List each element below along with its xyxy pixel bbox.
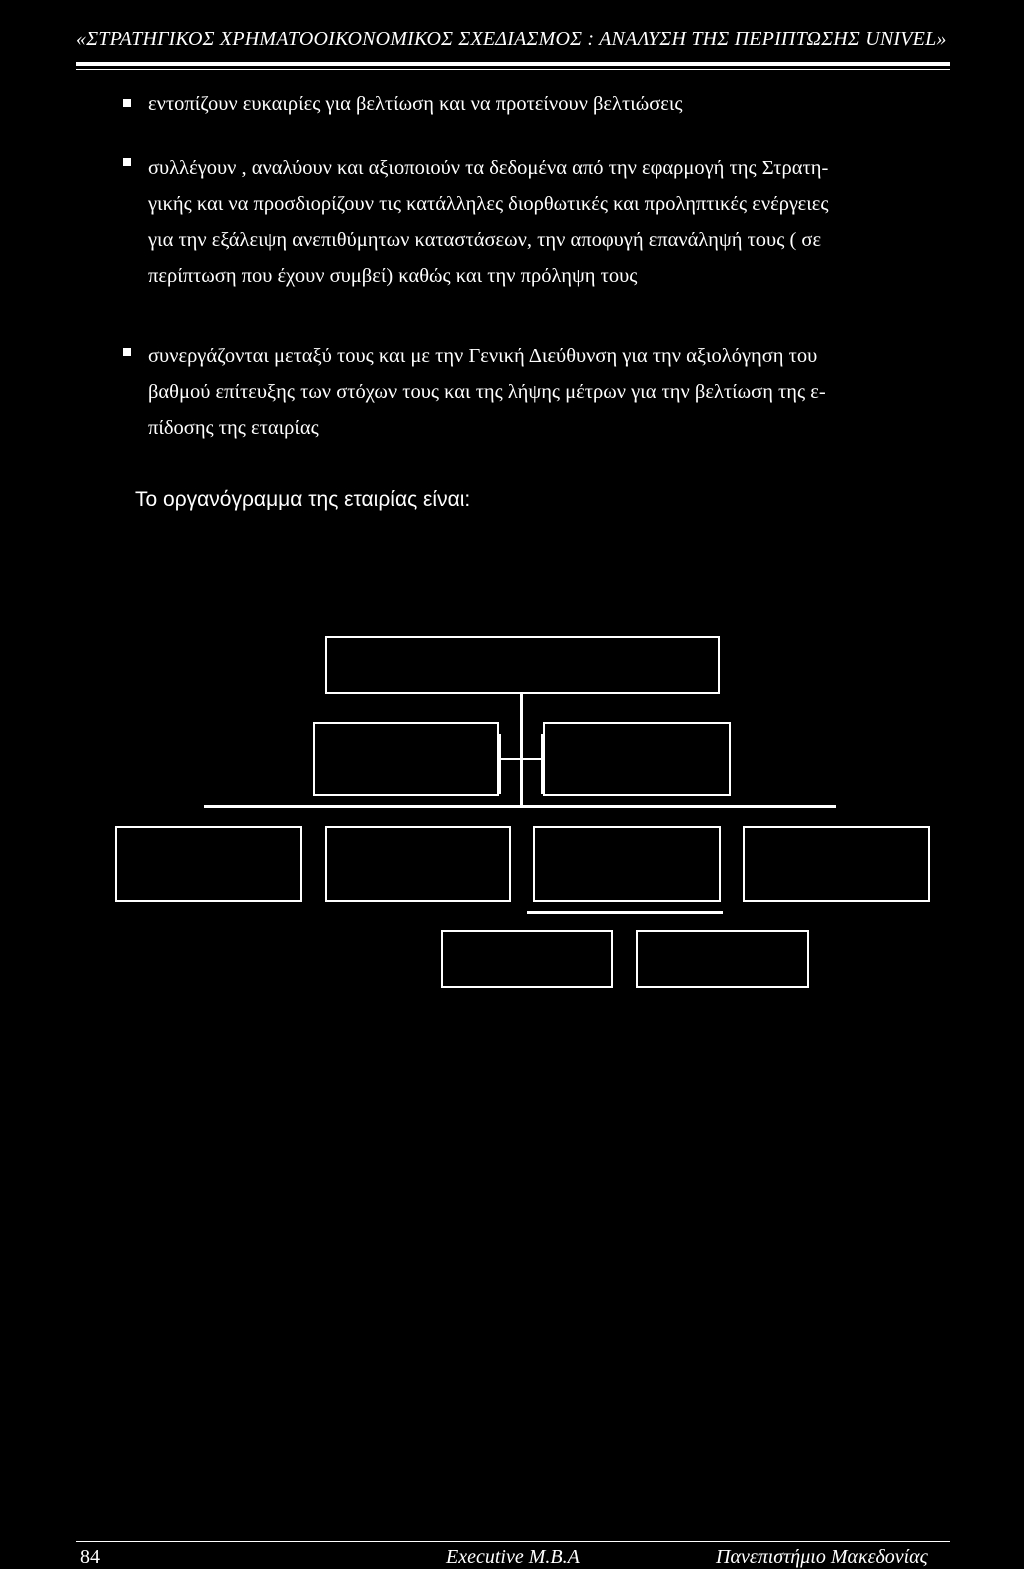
org-box-level4-right [636, 930, 809, 988]
page-number: 84 [80, 1546, 100, 1568]
bullet-item-1 [148, 86, 958, 122]
text-line: βαθμού επίτευξης των στόχων τους και της λήψης μέτρων για την βελτίωση της ε- [148, 381, 826, 403]
org-box-level3-3 [533, 826, 721, 902]
text-line: εντοπίζουν ευκαιρίες για βελτίωση και να προτείνουν βελτιώσεις [148, 93, 683, 115]
text-line: συνεργάζονται μεταξύ τους και με την Γενική Διεύθυνση για την αξιολόγηση του [148, 345, 818, 367]
org-connector-bus [204, 805, 836, 808]
org-connector-level2-left [499, 734, 501, 794]
footer-program: Executive M.B.A [446, 1546, 580, 1568]
org-connector-level2-right [541, 734, 543, 794]
org-box-level3-2 [325, 826, 511, 902]
org-chart-intro: Το οργανόγραμμα της εταιρίας είναι: [135, 488, 471, 511]
text-line: για την εξάλειψη ανεπιθύμητων καταστάσεων, την αποφυγή επανάληψή τους ( σε [148, 229, 822, 251]
bullet-marker [123, 348, 131, 356]
org-box-level3-1 [115, 826, 302, 902]
org-box-level4-left [441, 930, 613, 988]
text-line: πίδοσης της εταιρίας [148, 417, 319, 439]
bullet-marker [123, 99, 131, 107]
bullet-marker [123, 158, 131, 166]
text-line: συλλέγουν , αναλύουν και αξιοποιούν τα δεδομένα από την εφαρμογή της Στρατη- [148, 157, 829, 179]
org-box-level2-left [313, 722, 499, 796]
org-box-top [325, 636, 720, 694]
org-connector-trunk [520, 694, 523, 806]
footer-university: Πανεπιστήμιο Μακεδονίας [716, 1546, 928, 1568]
header-rule-thick [76, 62, 950, 66]
org-box-level2-right [543, 722, 731, 796]
bullet-item-3 [148, 338, 958, 446]
header-rule-thin [76, 69, 950, 70]
org-box-level3-4 [743, 826, 930, 902]
footer-rule [76, 1541, 950, 1542]
running-header: «ΣΤΡΑΤΗΓΙΚΟΣ ΧΡΗΜΑΤΟΟΙΚΟΝΟΜΙΚΟΣ ΣΧΕΔΙΑΣΜΟΣ : ΑΝΑΛΥΣΗ ΤΗΣ ΠΕΡΙΠΤΩΣΗΣ UNIVEL» [76, 28, 947, 50]
text-line: γικής και να προσδιορίζουν τις κατάλληλες διορθωτικές και προληπτικές ενέργειες [148, 193, 829, 215]
bullet-item-2 [148, 150, 958, 294]
org-connector-level2 [499, 758, 543, 760]
org-connector-level4 [527, 911, 723, 914]
text-line: περίπτωση που έχουν συμβεί) καθώς και την πρόληψη τους [148, 265, 638, 287]
